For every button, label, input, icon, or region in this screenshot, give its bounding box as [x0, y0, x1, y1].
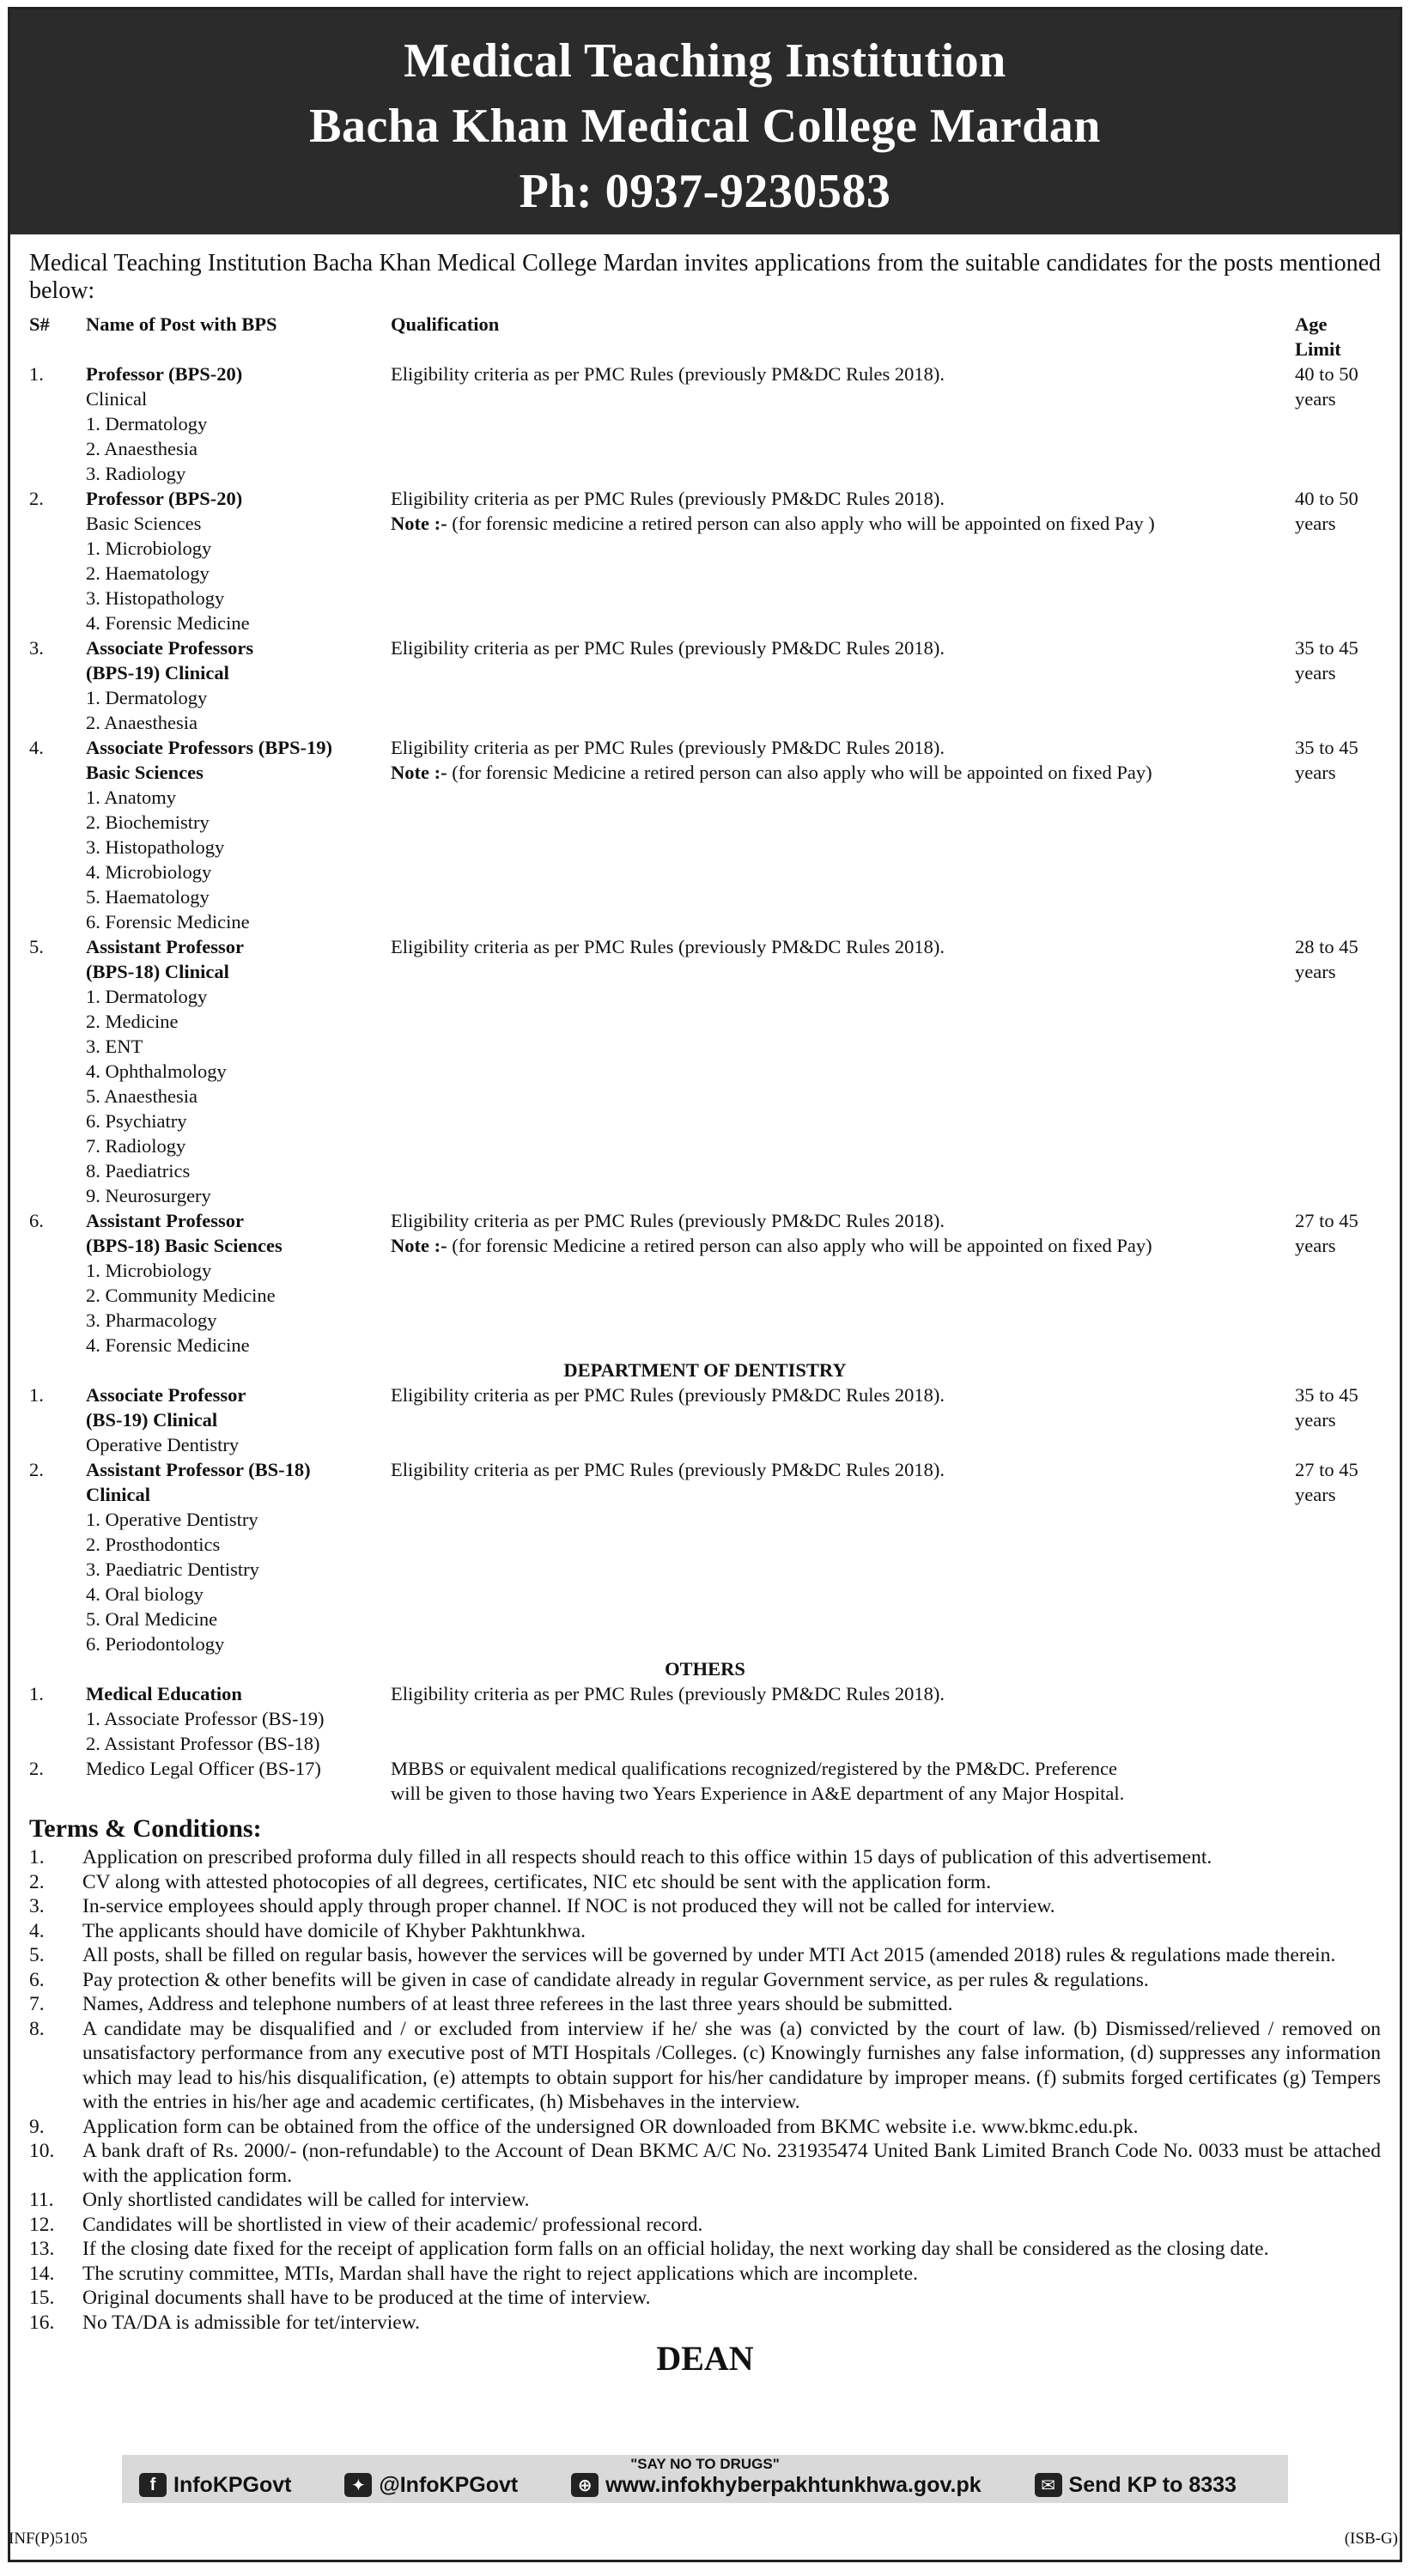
- post-specialty-item: 6. Psychiatry: [86, 1110, 187, 1132]
- post-number: 1.: [29, 363, 44, 385]
- term-number: 10.: [29, 2140, 55, 2162]
- qualification-line: Eligibility criteria as per PMC Rules (previously PM&DC Rules 2018).: [391, 1683, 945, 1704]
- post-title-line: (BPS-19) Clinical: [86, 662, 229, 683]
- reference-code-left: INF(P)5105: [9, 2530, 88, 2548]
- term-text: In-service employees should apply through proper channel. If NOC is not produced they will not be called for interview.: [82, 1895, 1055, 1917]
- term-item: [29, 2237, 1381, 2262]
- post-number: 6.: [29, 1210, 44, 1231]
- post-age-limit: [1295, 361, 1381, 411]
- post-number: 2.: [29, 1459, 44, 1480]
- term-item: [29, 2311, 1381, 2336]
- post-specialty-item: 4. Oral biology: [86, 1583, 204, 1605]
- note-label: Note :-: [391, 1235, 447, 1256]
- college-title: Bacha Khan Medical College Mardan: [309, 100, 1101, 153]
- table-header-row: [29, 312, 1381, 361]
- term-number: 15.: [29, 2287, 55, 2309]
- post-number: 2.: [29, 488, 44, 509]
- term-text: Application form can be obtained from the office of the undersigned OR downloaded from BKMC website i.e. www.bkmc.edu.pk.: [82, 2115, 1139, 2138]
- post-specialty-item: 1. Microbiology: [86, 1260, 212, 1281]
- post-name: [86, 1756, 391, 1781]
- term-item: [29, 2115, 1381, 2140]
- facebook-handle: InfoKPGovt: [173, 2472, 292, 2497]
- term-text: Pay protection & other benefits will be given in case of candidate already in regular Government service, as per rules & regulations.: [82, 1968, 1149, 1991]
- institution-title: Medical Teaching Institution: [404, 34, 1006, 88]
- term-item: [29, 2213, 1381, 2238]
- post-specialty-item: 5. Haematology: [86, 886, 210, 908]
- post-row: [29, 1208, 1381, 1358]
- post-title-line: Assistant Professor: [86, 936, 244, 957]
- post-specialty-item: 2. Assistant Professor (BS-18): [86, 1733, 320, 1754]
- post-subtitle-line: Basic Sciences: [86, 513, 202, 534]
- post-name: [86, 361, 391, 486]
- post-row: [29, 486, 1381, 635]
- qualification-line: Eligibility criteria as per PMC Rules (previously PM&DC Rules 2018).: [391, 1459, 945, 1480]
- post-specialty-item: 1. Microbiology: [86, 538, 212, 559]
- term-number: 14.: [29, 2262, 55, 2285]
- post-specialty-item: 4. Forensic Medicine: [86, 1334, 250, 1356]
- others-heading: OTHERS: [665, 1658, 745, 1680]
- post-age-limit: [1295, 735, 1381, 785]
- term-number: 8.: [29, 2017, 45, 2040]
- post-age-limit: [1295, 1457, 1381, 1507]
- qualification-line: Note :- (for forensic medicine a retired person can also apply who will be appointed on fixed Pay ): [391, 513, 1155, 534]
- term-number: 11.: [29, 2189, 54, 2211]
- qualification-line: Eligibility criteria as per PMC Rules (previously PM&DC Rules 2018).: [391, 488, 945, 509]
- posts-others-list: [29, 1681, 1381, 1806]
- post-title-line: Associate Professors: [86, 637, 254, 659]
- note-label: Note :-: [391, 513, 447, 534]
- post-specialty-item: 3. Paediatric Dentistry: [86, 1558, 259, 1580]
- age-line: 35 to 45: [1295, 1384, 1358, 1406]
- term-text: A bank draft of Rs. 2000/- (non-refundable) to the Account of Dean BKMC A/C No. 231935474 United Bank Limited Branch Code No. 0033 must be attached with the application form.: [82, 2140, 1381, 2187]
- term-number: 1.: [29, 1846, 45, 1868]
- post-specialty-item: 8. Paediatrics: [86, 1160, 191, 1182]
- post-row: [29, 934, 1381, 1208]
- post-specialty-item: 3. Histopathology: [86, 587, 225, 609]
- post-row: [29, 1457, 1381, 1656]
- term-text: The applicants should have domicile of Khyber Pakhtunkhwa.: [82, 1919, 586, 1942]
- posts-table: [29, 312, 1381, 1806]
- term-text: All posts, shall be filled on regular basis, however the services will be governed by under MTI Act 2015 (amended 2018) rules & regulations made therein.: [82, 1944, 1336, 1966]
- header-age-2: Limit: [1295, 338, 1341, 360]
- age-line: years: [1295, 1484, 1336, 1505]
- posts-dentistry-list: [29, 1382, 1381, 1656]
- age-line: 27 to 45: [1295, 1210, 1358, 1231]
- term-number: 3.: [29, 1895, 45, 1917]
- post-qualification: [391, 934, 1295, 959]
- post-specialty-item: 1. Dermatology: [86, 986, 208, 1007]
- header-banner: [10, 9, 1400, 234]
- term-item: [29, 1992, 1381, 2017]
- website-link[interactable]: [571, 2473, 982, 2498]
- post-qualification: [391, 1756, 1295, 1806]
- age-line: years: [1295, 1409, 1336, 1431]
- age-line: 40 to 50: [1295, 488, 1358, 509]
- terms-list: [29, 1845, 1381, 2335]
- post-qualification: [391, 1382, 1295, 1407]
- signature-dean: DEAN: [656, 2339, 754, 2378]
- post-specialty-item: 6. Forensic Medicine: [86, 911, 250, 933]
- post-specialty-item: 1. Dermatology: [86, 687, 208, 708]
- post-row: [29, 361, 1381, 486]
- term-item: [29, 1870, 1381, 1895]
- post-title-line: (BS-19) Clinical: [86, 1409, 218, 1431]
- term-number: 12.: [29, 2213, 55, 2236]
- post-row: [29, 635, 1381, 735]
- post-number: 2.: [29, 1758, 44, 1779]
- age-line: years: [1295, 1235, 1336, 1256]
- qualification-line: Note :- (for forensic Medicine a retired person can also apply who will be appointed on fixed Pay): [391, 1235, 1152, 1256]
- dentistry-heading: DEPARTMENT OF DENTISTRY: [563, 1359, 847, 1381]
- post-specialty-item: 1. Operative Dentistry: [86, 1509, 258, 1530]
- age-line: years: [1295, 513, 1336, 534]
- post-specialty-item: 2. Haematology: [86, 562, 210, 584]
- note-label: Note :-: [391, 762, 447, 783]
- web-icon: ⊕: [571, 2473, 599, 2497]
- term-text: Original documents shall have to be produced at the time of interview.: [82, 2287, 651, 2309]
- qualification-line: Note :- (for forensic Medicine a retired person can also apply who will be appointed on fixed Pay): [391, 762, 1152, 783]
- intro-paragraph: Medical Teaching Institution Bacha Khan Medical College Mardan invites applications from the suitable candidates for the posts mentioned below:: [29, 250, 1381, 304]
- term-text: Only shortlisted candidates will be called for interview.: [82, 2189, 530, 2211]
- post-title-line: Medical Education: [86, 1683, 242, 1704]
- qualification-line: Eligibility criteria as per PMC Rules (previously PM&DC Rules 2018).: [391, 737, 945, 758]
- post-specialty-item: 3. Histopathology: [86, 836, 225, 858]
- term-text: Application on prescribed proforma duly filled in all respects should reach to this office within 15 days of publication of this advertisement.: [82, 1846, 1212, 1868]
- post-title-line: Professor (BPS-20): [86, 363, 243, 385]
- facebook-link[interactable]: [139, 2473, 292, 2498]
- post-subtitle-line: Medico Legal Officer (BS-17): [86, 1758, 321, 1779]
- term-number: 4.: [29, 1919, 45, 1942]
- term-text: The scrutiny committee, MTIs, Mardan shall have the right to reject applications which are incomplete.: [82, 2262, 918, 2285]
- term-text: Candidates will be shortlisted in view of their academic/ professional record.: [82, 2213, 703, 2236]
- post-title-line: Basic Sciences: [86, 762, 204, 783]
- term-text: A candidate may be disqualified and / or excluded from interview if he/ she was (a) convicted by the court of law. (b) Dismissed/relieved / removed on unsatisfactory performance from any executive post of MTI Hospitals /Colleges. (c) Knowingly furnishes any false information, (d) suppresses any information which may lead to his/his disqualification, (e) attempts to obtain support for his/her candidature by improper means. (f) submits forged certificates (g) Tempers with the entries in his/her age and academic certificates, (h) Misbehaves in the interview.: [82, 2017, 1381, 2113]
- post-specialty-item: 3. ENT: [86, 1036, 143, 1057]
- post-number: 1.: [29, 1683, 44, 1704]
- term-item: [29, 2262, 1381, 2287]
- post-qualification: [391, 486, 1295, 536]
- term-number: 7.: [29, 1993, 45, 2015]
- advertisement-page: [8, 7, 1402, 2562]
- post-name: [86, 735, 391, 934]
- post-row: [29, 1756, 1381, 1806]
- post-qualification: [391, 635, 1295, 660]
- term-text: CV along with attested photocopies of all degrees, certificates, NIC etc should be sent with the application form.: [82, 1870, 992, 1893]
- term-item: [29, 1943, 1381, 1968]
- post-row: [29, 735, 1381, 934]
- post-age-limit: [1295, 486, 1381, 536]
- facebook-icon: f: [139, 2473, 167, 2497]
- term-item: [29, 2286, 1381, 2311]
- post-specialty-item: 2. Prosthodontics: [86, 1534, 221, 1555]
- post-qualification: [391, 1208, 1295, 1258]
- post-age-limit: [1295, 934, 1381, 984]
- term-number: 5.: [29, 1944, 45, 1966]
- footer-bar: [122, 2455, 1288, 2503]
- reference-code-right: (ISB-G): [1344, 2530, 1398, 2548]
- term-text: Names, Address and telephone numbers of at least three referees in the last three years should be submitted.: [82, 1993, 953, 2015]
- post-specialty-item: 4. Forensic Medicine: [86, 612, 250, 634]
- age-line: 35 to 45: [1295, 737, 1358, 758]
- slogan: "SAY NO TO DRUGS": [630, 2456, 780, 2472]
- sms-icon: ✉: [1035, 2473, 1062, 2497]
- age-line: years: [1295, 961, 1336, 982]
- post-qualification: [391, 361, 1295, 386]
- posts-main-list: [29, 361, 1381, 1358]
- qualification-line: Eligibility criteria as per PMC Rules (previously PM&DC Rules 2018).: [391, 936, 945, 957]
- twitter-link[interactable]: [344, 2473, 518, 2498]
- post-name: [86, 934, 391, 1208]
- term-number: 16.: [29, 2311, 55, 2334]
- term-item: [29, 1968, 1381, 1993]
- age-line: years: [1295, 388, 1336, 410]
- header-name: Name of Post with BPS: [86, 313, 277, 335]
- website-url: www.infokhyberpakhtunkhwa.gov.pk: [605, 2472, 982, 2497]
- term-item: [29, 1919, 1381, 1944]
- post-name: [86, 1457, 391, 1656]
- age-line: 28 to 45: [1295, 936, 1358, 957]
- post-specialty-item: 3. Pharmacology: [86, 1309, 217, 1331]
- qualification-line: will be given to those having two Years Experience in A&E department of any Major Hospital.: [391, 1783, 1125, 1804]
- post-specialty-item: 2. Anaesthesia: [86, 712, 198, 733]
- qualification-line: Eligibility criteria as per PMC Rules (previously PM&DC Rules 2018).: [391, 637, 945, 659]
- post-number: 3.: [29, 637, 44, 659]
- header-age-1: Age: [1295, 313, 1328, 335]
- post-specialty-item: 9. Neurosurgery: [86, 1185, 211, 1206]
- post-title-line: Assistant Professor (BS-18): [86, 1459, 311, 1480]
- qualification-line: Eligibility criteria as per PMC Rules (previously PM&DC Rules 2018).: [391, 363, 945, 385]
- post-name: [86, 635, 391, 735]
- post-age-limit: [1295, 1208, 1381, 1258]
- age-line: 40 to 50: [1295, 363, 1358, 385]
- qualification-line: Eligibility criteria as per PMC Rules (previously PM&DC Rules 2018).: [391, 1384, 945, 1406]
- age-line: years: [1295, 762, 1336, 783]
- post-name: [86, 1681, 391, 1756]
- post-specialty-item: 5. Anaesthesia: [86, 1085, 198, 1107]
- age-line: 35 to 45: [1295, 637, 1358, 659]
- post-number: 4.: [29, 737, 44, 758]
- sms-text: Send KP to 8333: [1068, 2472, 1237, 2497]
- post-name: [86, 1382, 391, 1457]
- post-title-line: Associate Professor: [86, 1384, 246, 1406]
- post-title-line: Assistant Professor: [86, 1210, 244, 1231]
- post-subtitle-line: Clinical: [86, 388, 148, 410]
- term-text: No TA/DA is admissible for tet/interview.: [82, 2311, 420, 2334]
- term-item: [29, 2139, 1381, 2188]
- post-specialty-item: 1. Associate Professor (BS-19): [86, 1708, 325, 1729]
- term-number: 6.: [29, 1968, 45, 1991]
- post-specialty-item: 6. Periodontology: [86, 1633, 225, 1655]
- post-name: [86, 486, 391, 635]
- post-specialty-item: 2. Community Medicine: [86, 1285, 276, 1306]
- twitter-handle: @InfoKPGovt: [379, 2472, 519, 2497]
- sms-link[interactable]: [1035, 2473, 1237, 2498]
- post-specialty-item: 1. Anatomy: [86, 787, 176, 808]
- post-row: [29, 1382, 1381, 1457]
- term-number: 2.: [29, 1870, 45, 1893]
- post-qualification: [391, 735, 1295, 785]
- post-age-limit: [1295, 1382, 1381, 1432]
- post-specialty-item: 4. Ophthalmology: [86, 1060, 227, 1082]
- term-item: [29, 1894, 1381, 1919]
- age-line: 27 to 45: [1295, 1459, 1358, 1480]
- post-name: [86, 1208, 391, 1358]
- post-specialty-item: 3. Radiology: [86, 463, 186, 484]
- header-sn: S#: [29, 313, 50, 335]
- post-specialty-item: 2. Anaesthesia: [86, 438, 198, 459]
- twitter-icon: ✦: [344, 2473, 372, 2497]
- term-item: [29, 2188, 1381, 2213]
- post-specialty-item: 7. Radiology: [86, 1135, 186, 1157]
- phone-number: Ph: 0937-9230583: [519, 165, 891, 218]
- post-subtitle-line: Operative Dentistry: [86, 1434, 240, 1455]
- post-row: [29, 1681, 1381, 1756]
- post-specialty-item: 1. Dermatology: [86, 413, 208, 434]
- qualification-line: MBBS or equivalent medical qualifications recognized/registered by the PM&DC. Preference: [391, 1758, 1118, 1779]
- qualification-line: Eligibility criteria as per PMC Rules (previously PM&DC Rules 2018).: [391, 1210, 945, 1231]
- term-item: [29, 1845, 1381, 1870]
- age-line: years: [1295, 662, 1336, 683]
- post-title-line: (BPS-18) Basic Sciences: [86, 1235, 283, 1256]
- post-specialty-item: 4. Microbiology: [86, 861, 212, 883]
- post-specialty-item: 5. Oral Medicine: [86, 1608, 218, 1630]
- post-title-line: Clinical: [86, 1484, 151, 1505]
- header-age: [1295, 312, 1381, 361]
- header-qualification: Qualification: [391, 313, 500, 335]
- post-qualification: [391, 1457, 1295, 1482]
- post-number: 1.: [29, 1384, 44, 1406]
- post-specialty-item: 2. Biochemistry: [86, 811, 210, 833]
- post-title-line: (BPS-18) Clinical: [86, 961, 229, 982]
- term-item: [29, 2017, 1381, 2115]
- term-number: 13.: [29, 2238, 55, 2260]
- term-text: If the closing date fixed for the receipt of application form falls on an official holiday, the next working day shall be considered as the closing date.: [82, 2238, 1269, 2260]
- term-number: 9.: [29, 2115, 45, 2138]
- post-number: 5.: [29, 936, 44, 957]
- terms-heading: Terms & Conditions:: [29, 1814, 262, 1843]
- post-age-limit: [1295, 635, 1381, 685]
- post-qualification: [391, 1681, 1295, 1706]
- post-title-line: Associate Professors (BPS-19): [86, 737, 333, 758]
- post-specialty-item: 2. Medicine: [86, 1011, 179, 1032]
- post-title-line: Professor (BPS-20): [86, 488, 243, 509]
